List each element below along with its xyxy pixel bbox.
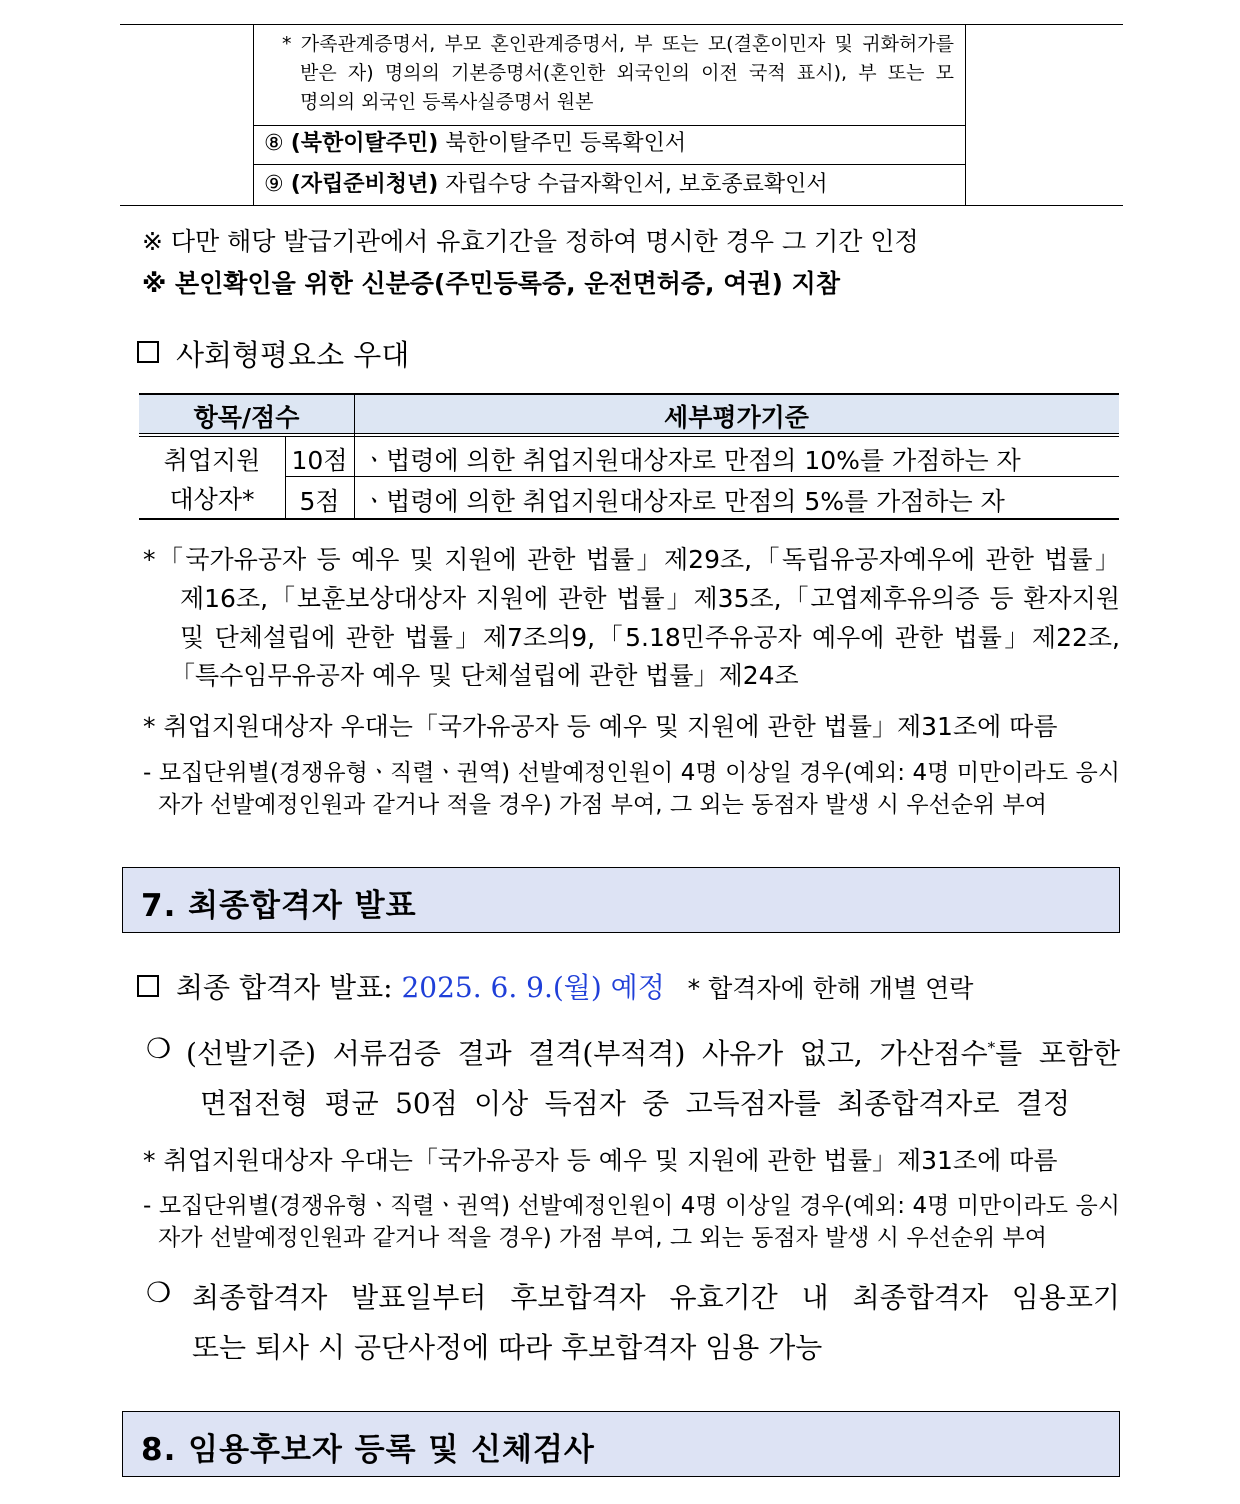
row9-doc: 자립수당 수급자확인서, 보호종료확인서 (445, 172, 828, 197)
social-section-title: 사회형평요소 우대 (176, 338, 410, 372)
row9-category: (자립준비청년) (290, 172, 439, 197)
circled-number-8: ⑧ (264, 131, 284, 156)
criteria-line-2: 면접전형 평균 50점 이상 득점자 중 고득점자를 최종합격자로 결정 (200, 1087, 1070, 1120)
score-10: 10점 (291, 446, 348, 475)
header-criteria: 세부평가기준 (664, 403, 809, 432)
law-footnote-line-3: 및 단체설립에 관한 법률」제7조의9,「5.18민주유공자 예우에 관한 법률」제22조, (180, 623, 1120, 652)
criteria-superscript: * (987, 1038, 996, 1057)
criteria-10: ㆍ법령에 의한 취업지원대상자로 만점의 10%를 가점하는 자 (362, 446, 1021, 475)
announce-date: 2025. 6. 9.(월) 예정 (401, 971, 665, 1004)
doc-note-line-2: 받은 자) 명의의 기본증명서(혼인한 외국인의 이전 국적 표시), 부 또는 모 (300, 62, 954, 84)
section7-banner (122, 867, 1120, 933)
reserve-bullet: ❍ (146, 1276, 172, 1309)
checkbox-square-icon (137, 341, 159, 363)
row8-doc: 북한이탈주민 등록확인서 (445, 131, 687, 156)
law-footnote-line-4: 「특수임무유공자 예우 및 단체설립에 관한 법률」제24조 (170, 661, 799, 690)
law-footnote-line-1: *「국가유공자 등 예우 및 지원에 관한 법률」제29조,「독립유공자예우에 관한 법률」 (143, 545, 1120, 574)
reserve-line-2: 또는 퇴사 시 공단사정에 따라 후보합격자 임용 가능 (192, 1331, 823, 1364)
criteria-line-1-a: (선발기준) 서류검증 결과 결격(부적격) 사유가 없고, 가산점수 (186, 1037, 988, 1070)
row-north-korean-defector (264, 129, 686, 159)
reserve-line-1: 최종합격자 발표일부터 후보합격자 유효기간 내 최종합격자 임용포기 (192, 1281, 1120, 1314)
doc-note-line-3: 명의의 외국인 등록사실증명서 원본 (300, 91, 594, 113)
circled-number-9: ⑨ (264, 172, 284, 197)
validity-note: ※ 다만 해당 발급기관에서 유효기간을 정하여 명시한 경우 그 기간 인정 (142, 227, 919, 256)
announce-note: * 합격자에 한해 개별 연락 (687, 974, 974, 1003)
section8-banner (122, 1411, 1120, 1477)
section7-title: 7. 최종합격자 발표 (141, 888, 417, 924)
criteria-bullet: ❍ (146, 1032, 172, 1065)
id-required-note: ※ 본인확인을 위한 신분증(주민등록증, 운전면허증, 여권) 지참 (142, 269, 840, 298)
criteria-5: ㆍ법령에 의한 취업지원대상자로 만점의 5%를 가점하는 자 (362, 487, 1005, 516)
checkbox-square-icon (137, 975, 159, 997)
criteria-line-1-b: 를 포함한 (995, 1037, 1120, 1070)
bonus-footnote-line-1: - 모집단위별(경쟁유형ㆍ직렬ㆍ권역) 선발예정인원이 4명 이상일 경우(예외: 4명 미만이라도 응시 (143, 760, 1120, 786)
s7-preference-footnote: * 취업지원대상자 우대는「국가유공자 등 예우 및 지원에 관한 법률」제31조에 따름 (143, 1146, 1058, 1175)
s7-bonus-footnote-line-1: - 모집단위별(경쟁유형ㆍ직렬ㆍ권역) 선발예정인원이 4명 이상일 경우(예외: 4명 미만이라도 응시 (143, 1193, 1120, 1219)
preference-footnote: * 취업지원대상자 우대는「국가유공자 등 예우 및 지원에 관한 법률」제31조에 따름 (143, 712, 1058, 741)
bonus-footnote-line-2: 자가 선발예정인원과 같거나 적을 경우) 가점 부여, 그 외는 동점자 발생 시 우선순위 부여 (158, 792, 1047, 818)
row8-category: (북한이탈주민) (290, 131, 439, 156)
header-item-score: 항목/점수 (193, 403, 300, 432)
criteria-line-1 (186, 1032, 1120, 1072)
doc-note-line-1: * 가족관계증명서, 부모 혼인관계증명서, 부 또는 모(결혼이민자 및 귀화허가를 (282, 33, 954, 55)
law-footnote-line-2: 제16조,「보훈보상대상자 지원에 관한 법률」제35조,「고엽제후유의증 등 환자지원 (180, 584, 1120, 613)
announce-label: 최종 합격자 발표: (176, 971, 393, 1004)
section8-title: 8. 임용후보자 등록 및 신체검사 (141, 1432, 595, 1468)
category-line-2: 대상자* (169, 485, 255, 514)
category-line-1: 취업지원 (163, 446, 261, 475)
score-5: 5점 (299, 487, 340, 516)
announce-line (176, 966, 973, 1006)
row-independent-youth (264, 170, 828, 200)
s7-bonus-footnote-line-2: 자가 선발예정인원과 같거나 적을 경우) 가점 부여, 그 외는 동점자 발생 시 우선순위 부여 (158, 1225, 1047, 1251)
